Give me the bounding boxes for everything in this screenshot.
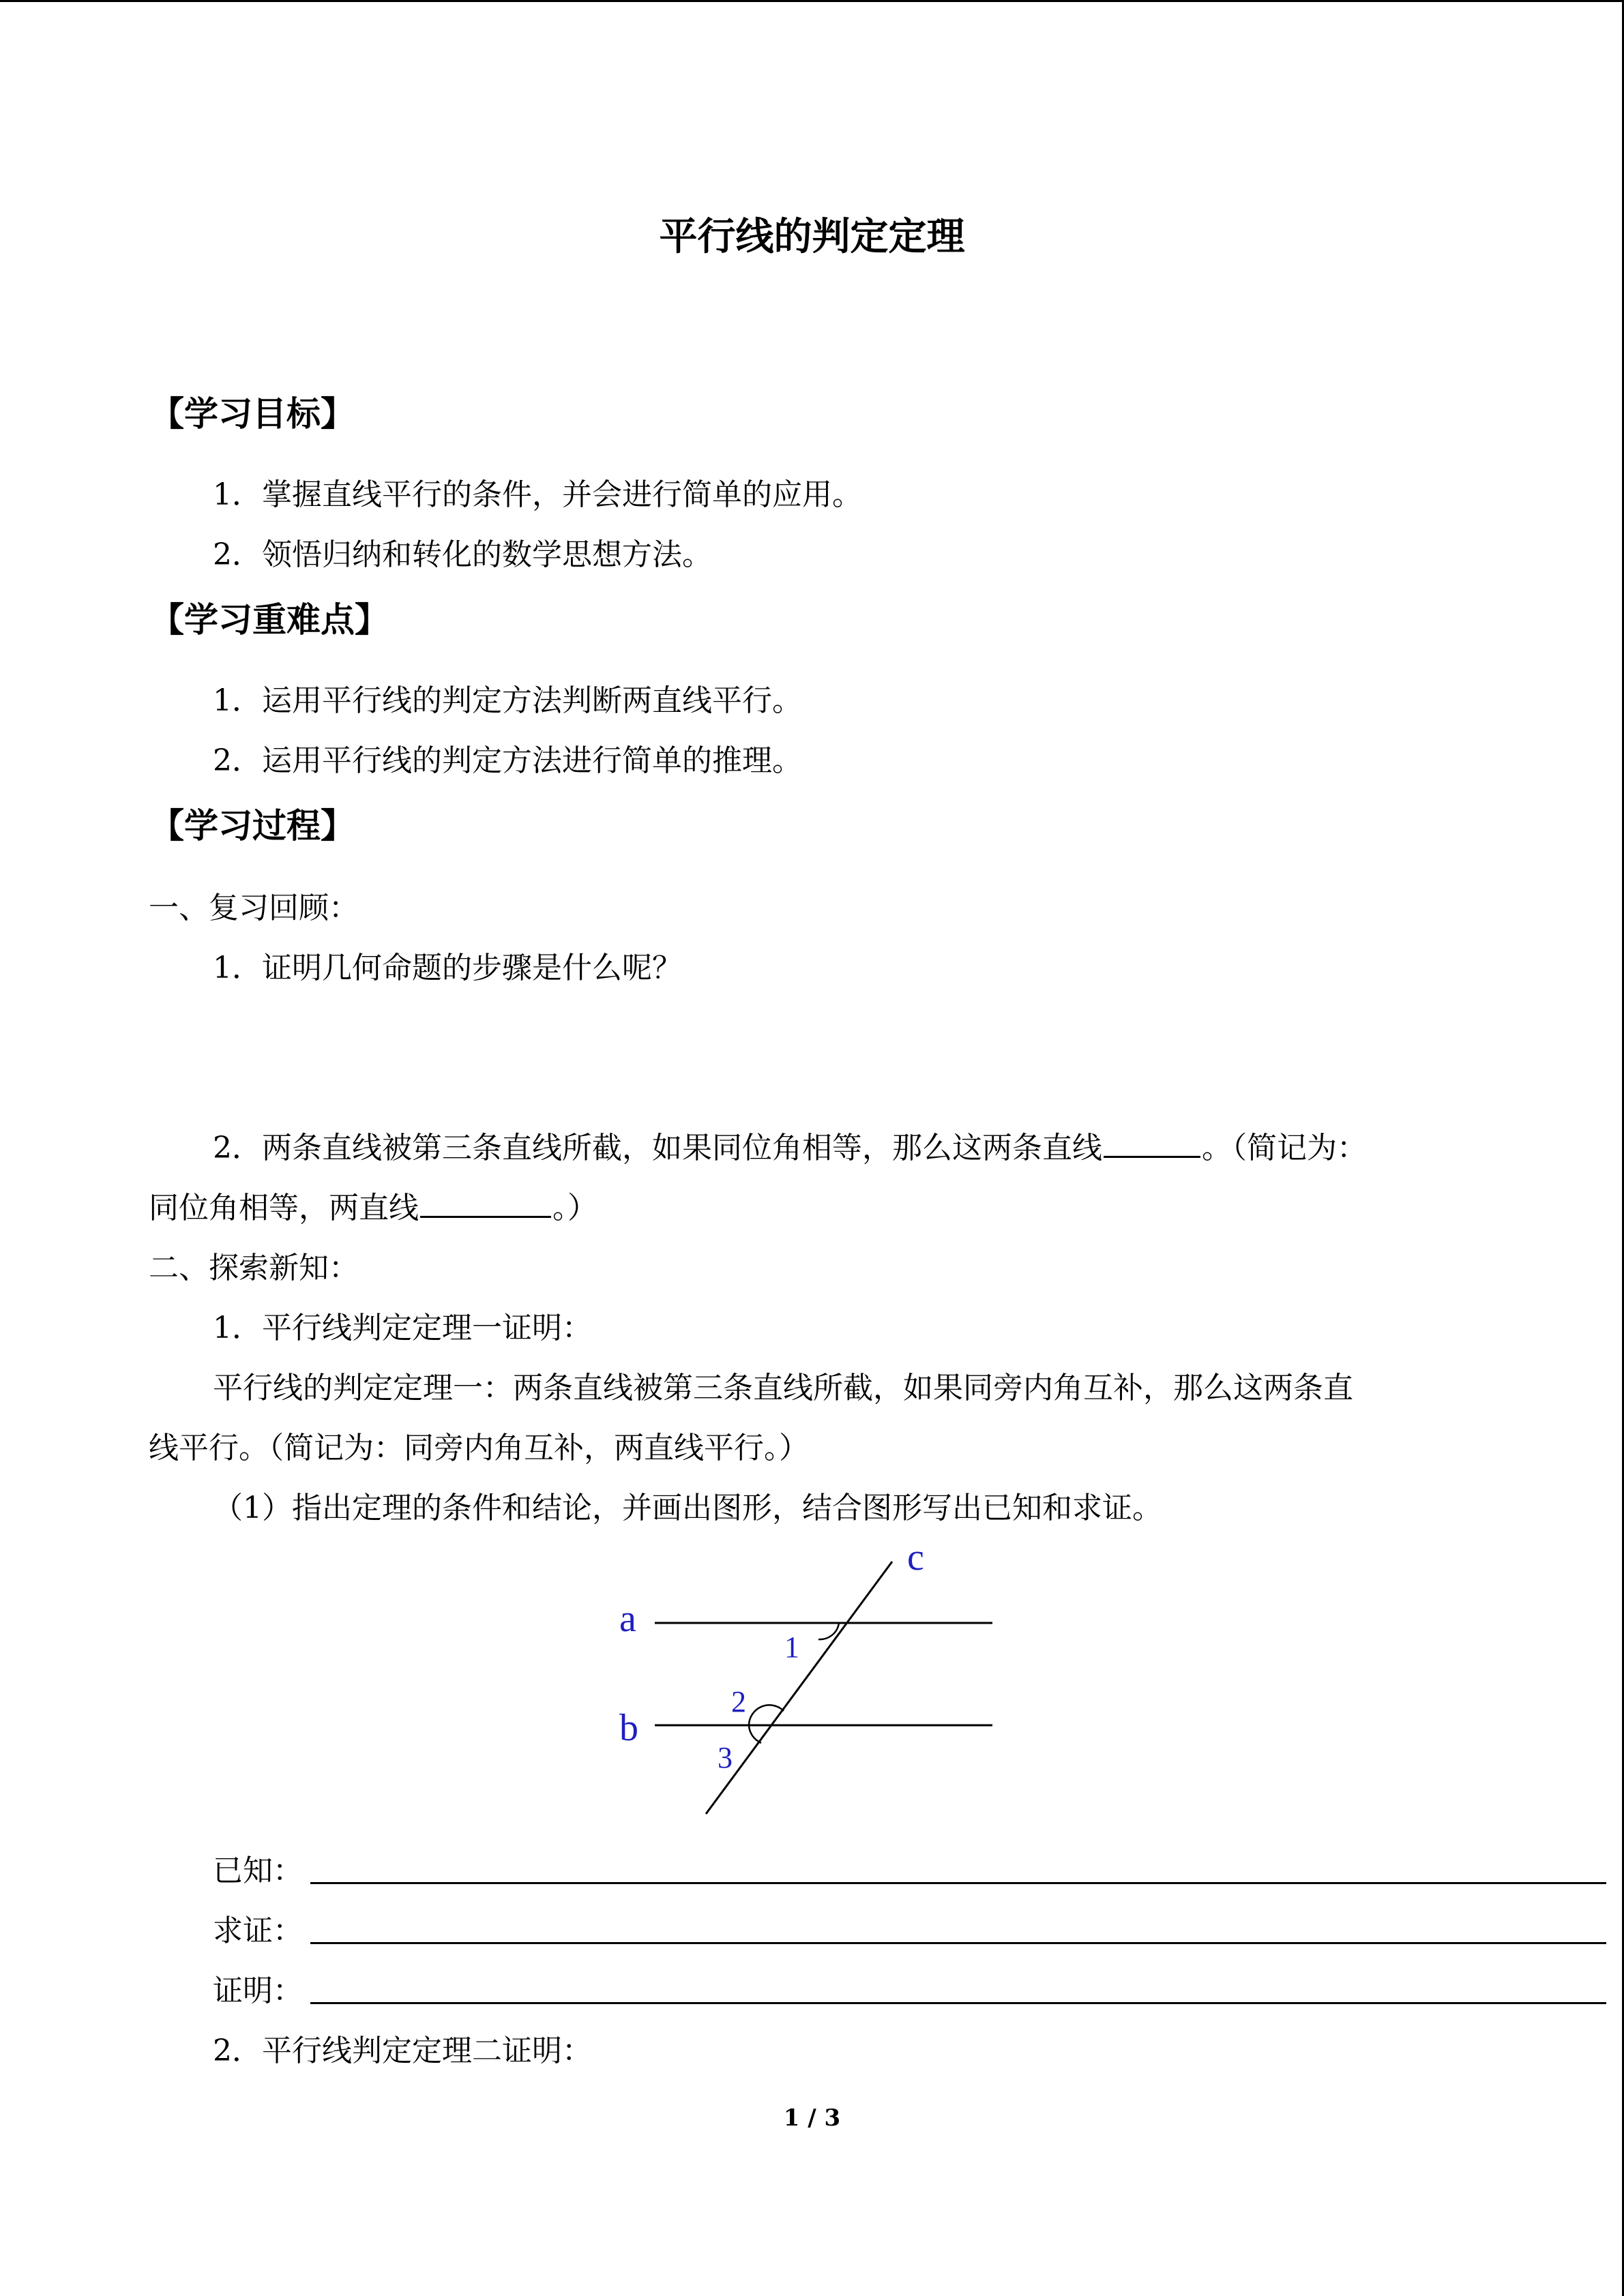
answer-blank-1[interactable] [1104, 1127, 1200, 1158]
line-a-label: a [619, 1598, 636, 1640]
line-b-label: b [619, 1707, 638, 1749]
parallel-lines-figure [600, 1541, 1023, 1828]
given-answer-line[interactable] [310, 1882, 1606, 1884]
prove-label: 求证： [213, 1913, 303, 1948]
given-row [213, 1849, 303, 1893]
key-point-item: 1．运用平行线的判定方法判断两直线平行。 [213, 683, 802, 718]
prove-row [213, 1909, 303, 1953]
key-point-item: 2．运用平行线的判定方法进行简单的推理。 [213, 743, 802, 778]
page-border-top [0, 0, 1624, 2]
theorem-1-statement: 平行线的判定定理一：两条直线被第三条直线所截，如果同旁内角互补，那么这两条直 [213, 1371, 1353, 1405]
review-q2-text-a: 2．两条直线被第三条直线所截，如果同位角相等，那么这两条直线 [213, 1131, 1102, 1165]
objective-item: 2．领悟归纳和转化的数学思想方法。 [213, 537, 712, 572]
process-heading: 【学习过程】 [150, 806, 355, 846]
objective-item: 1．掌握直线平行的条件，并会进行简单的应用。 [213, 477, 862, 512]
review-heading: 一、复习回顾： [149, 891, 359, 925]
key-points-heading: 【学习重难点】 [150, 600, 389, 640]
review-q2-text-d: 。） [552, 1191, 597, 1225]
proof-row [213, 1969, 303, 2013]
page-title: 平行线的判定定理 [659, 215, 965, 259]
theorem-1-heading: 1．平行线判定定理一证明： [213, 1311, 592, 1345]
theorem-2-heading: 2．平行线判定定理二证明： [213, 2033, 592, 2068]
review-question-2-line2 [149, 1187, 597, 1230]
review-q2-text-b: 。（简记为： [1202, 1131, 1367, 1165]
page-number: 1 / 3 [783, 2104, 841, 2132]
review-question-1: 1．证明几何命题的步骤是什么呢？ [213, 951, 682, 985]
theorem-1-task: （1）指出定理的条件和结论，并画出图形，结合图形写出已知和求证。 [213, 1491, 1162, 1525]
theorem-1-statement-cont: 线平行。（简记为：同旁内角互补，两直线平行。） [149, 1431, 809, 1465]
proof-label: 证明： [213, 1973, 303, 2008]
line-c-label: c [907, 1541, 924, 1579]
angle-1-label: 1 [784, 1630, 799, 1664]
review-q2-text-c: 同位角相等，两直线 [149, 1191, 419, 1225]
given-label: 已知： [213, 1853, 303, 1888]
objectives-heading: 【学习目标】 [150, 394, 355, 434]
review-question-2-line1 [213, 1127, 1367, 1170]
prove-answer-line[interactable] [310, 1942, 1606, 1944]
explore-heading: 二、探索新知： [149, 1251, 359, 1285]
answer-blank-2[interactable] [420, 1187, 551, 1218]
angle-3-label: 3 [718, 1741, 733, 1774]
proof-answer-line[interactable] [310, 2002, 1606, 2004]
angle-2-label: 2 [731, 1685, 746, 1718]
